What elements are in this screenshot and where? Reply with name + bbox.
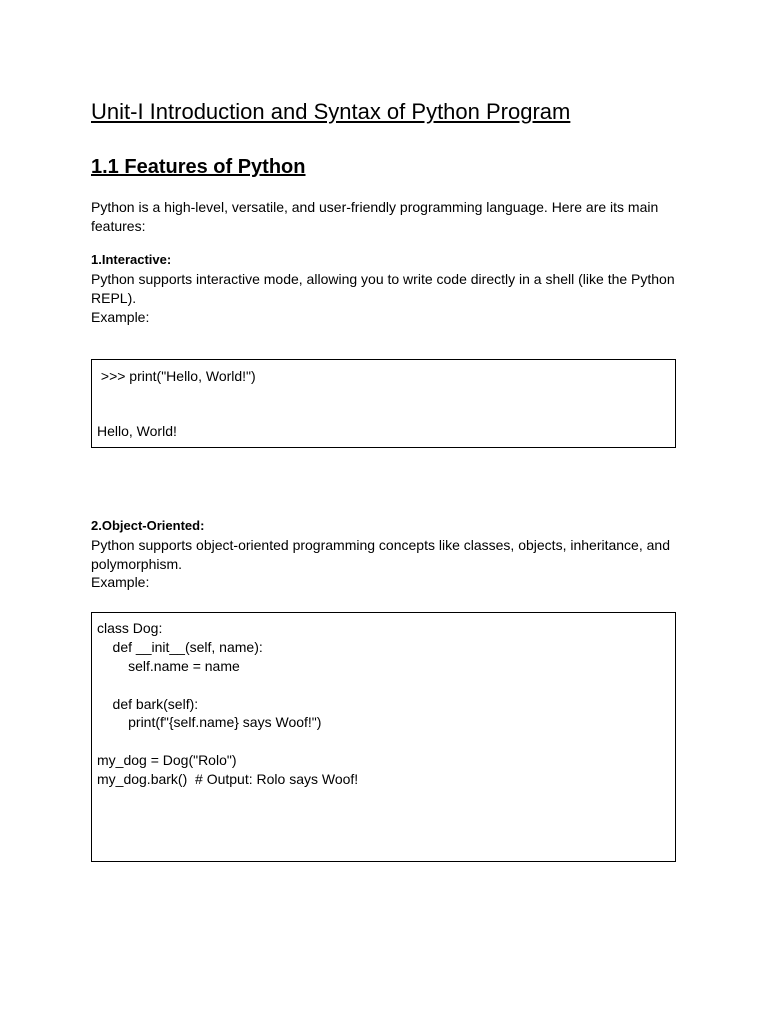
feature-title-object-oriented: 2.Object-Oriented: <box>91 518 205 533</box>
code-line: def __init__(self, name): <box>97 639 263 655</box>
code-line: self.name = name <box>97 658 240 674</box>
code-example-box-object-oriented <box>91 612 676 862</box>
code-line: >>> print("Hello, World!") <box>97 368 256 384</box>
code-example-box-interactive <box>91 359 676 448</box>
code-line: def bark(self): <box>97 696 199 712</box>
code-line: my_dog = Dog("Rolo") <box>97 752 237 768</box>
section-heading: 1.1 Features of Python <box>91 156 306 178</box>
feature-description-object-oriented: Python supports object-oriented programming concepts like classes, objects, inheritance, and polymorphism. <box>91 537 670 572</box>
feature-description-interactive: Python supports interactive mode, allowing you to write code directly in a shell (like the Python REPL). <box>91 271 675 306</box>
code-line: class Dog: <box>97 620 163 636</box>
code-line: my_dog.bark() # Output: Rolo says Woof! <box>97 771 359 787</box>
code-line: print(f"{self.name} says Woof!") <box>97 714 322 730</box>
example-label-interactive: Example: <box>91 309 150 325</box>
feature-title-interactive: 1.Interactive: <box>91 252 172 267</box>
intro-paragraph: Python is a high-level, versatile, and user-friendly programming language. Here are its main features: <box>91 199 659 234</box>
code-line: Hello, World! <box>97 423 177 439</box>
document-title: Unit-I Introduction and Syntax of Python Program <box>91 99 571 124</box>
example-label-object-oriented: Example: <box>91 574 150 590</box>
